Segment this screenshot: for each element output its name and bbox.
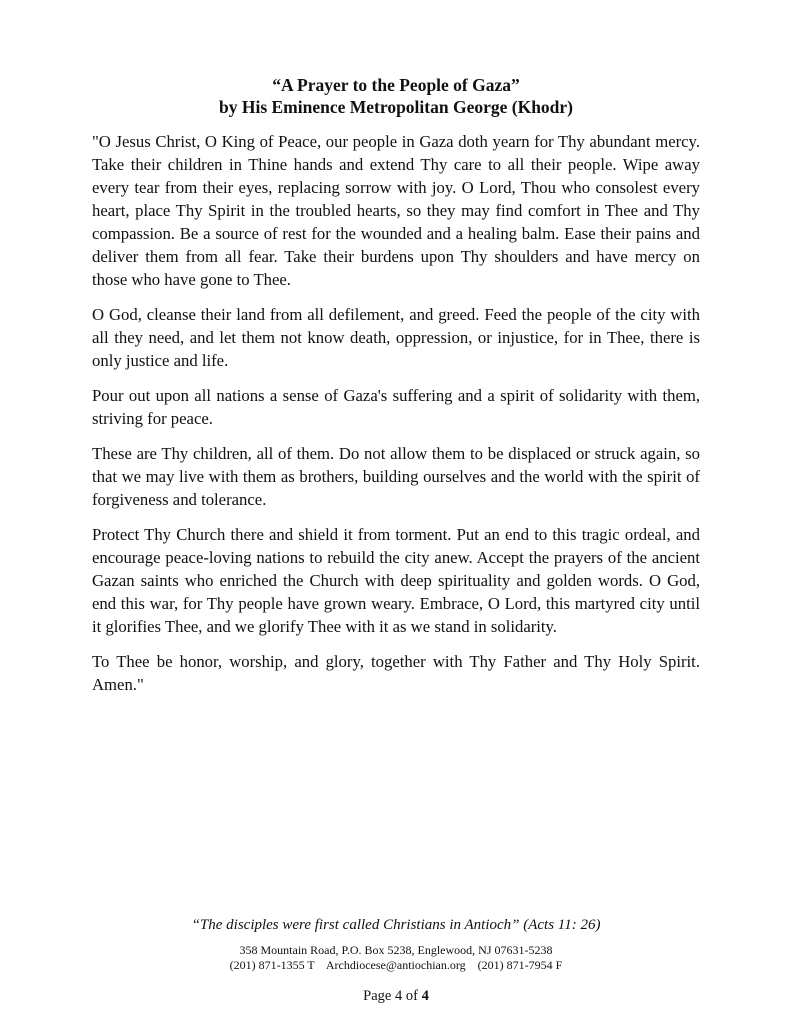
prayer-body bbox=[92, 130, 700, 708]
footer-address: 358 Mountain Road, P.O. Box 5238, Englewood, NJ 07631-5238 bbox=[239, 943, 553, 957]
page-number-prefix: Page 4 of bbox=[363, 988, 418, 1004]
paragraph-5: Protect Thy Church there and shield it from torment. Put an end to this tragic ordeal, and encourage peace-loving nations to rebuild the city anew. Accept the prayers of the ancient Gazan saints who enriched the Church with deep spirituality and golden words. O God, end this war, for Thy people have grown weary. Embrace, O Lord, this martyred city until it glorifies Thee, and we glorify Thee with it as we stand in solidarity. bbox=[92, 525, 700, 636]
page-number-total: 4 bbox=[421, 988, 429, 1004]
document-title: “A Prayer to the People of Gaza” bbox=[272, 75, 520, 95]
paragraph-4: These are Thy children, all of them. Do not allow them to be displaced or struck again, so that we may live with them as brothers, building ourselves and the world with the spirit of forgiveness and tolerance. bbox=[92, 444, 700, 509]
page-footer bbox=[90, 915, 702, 973]
paragraph-2: O God, cleanse their land from all defilement, and greed. Feed the people of the city with all they need, and let them not know death, oppression, or injustice, for in Thee, there is only justice and life. bbox=[92, 305, 700, 370]
paragraph-1: "O Jesus Christ, O King of Peace, our people in Gaza doth yearn for Thy abundant mercy. Take their children in Thine hands and extend Thy care to all their people. Wipe away every tear from their eyes, replacing sorrow with joy. O Lord, Thou who consolest every heart, place Thy Spirit in the troubled hearts, so they may find comfort in Thee and Thy compassion. Be a source of rest for the wounded and a healing balm. Ease their pains and deliver them from all fear. Take their burdens upon Thy shoulders and have mercy on those who have gone to Thee. bbox=[92, 132, 700, 289]
footer-quote: “The disciples were first called Christians in Antioch” (Acts 11: 26) bbox=[191, 917, 601, 933]
footer-contact: (201) 871-1355 T Archdiocese@antiochian.org (201) 871-7954 F bbox=[229, 958, 563, 972]
title-block bbox=[90, 74, 702, 118]
document-byline: by His Eminence Metropolitan George (Khodr) bbox=[218, 97, 574, 117]
page-number bbox=[90, 988, 702, 1005]
paragraph-3: Pour out upon all nations a sense of Gaza's suffering and a spirit of solidarity with them, striving for peace. bbox=[92, 386, 700, 428]
paragraph-6: To Thee be honor, worship, and glory, together with Thy Father and Thy Holy Spirit. Amen." bbox=[92, 652, 700, 694]
